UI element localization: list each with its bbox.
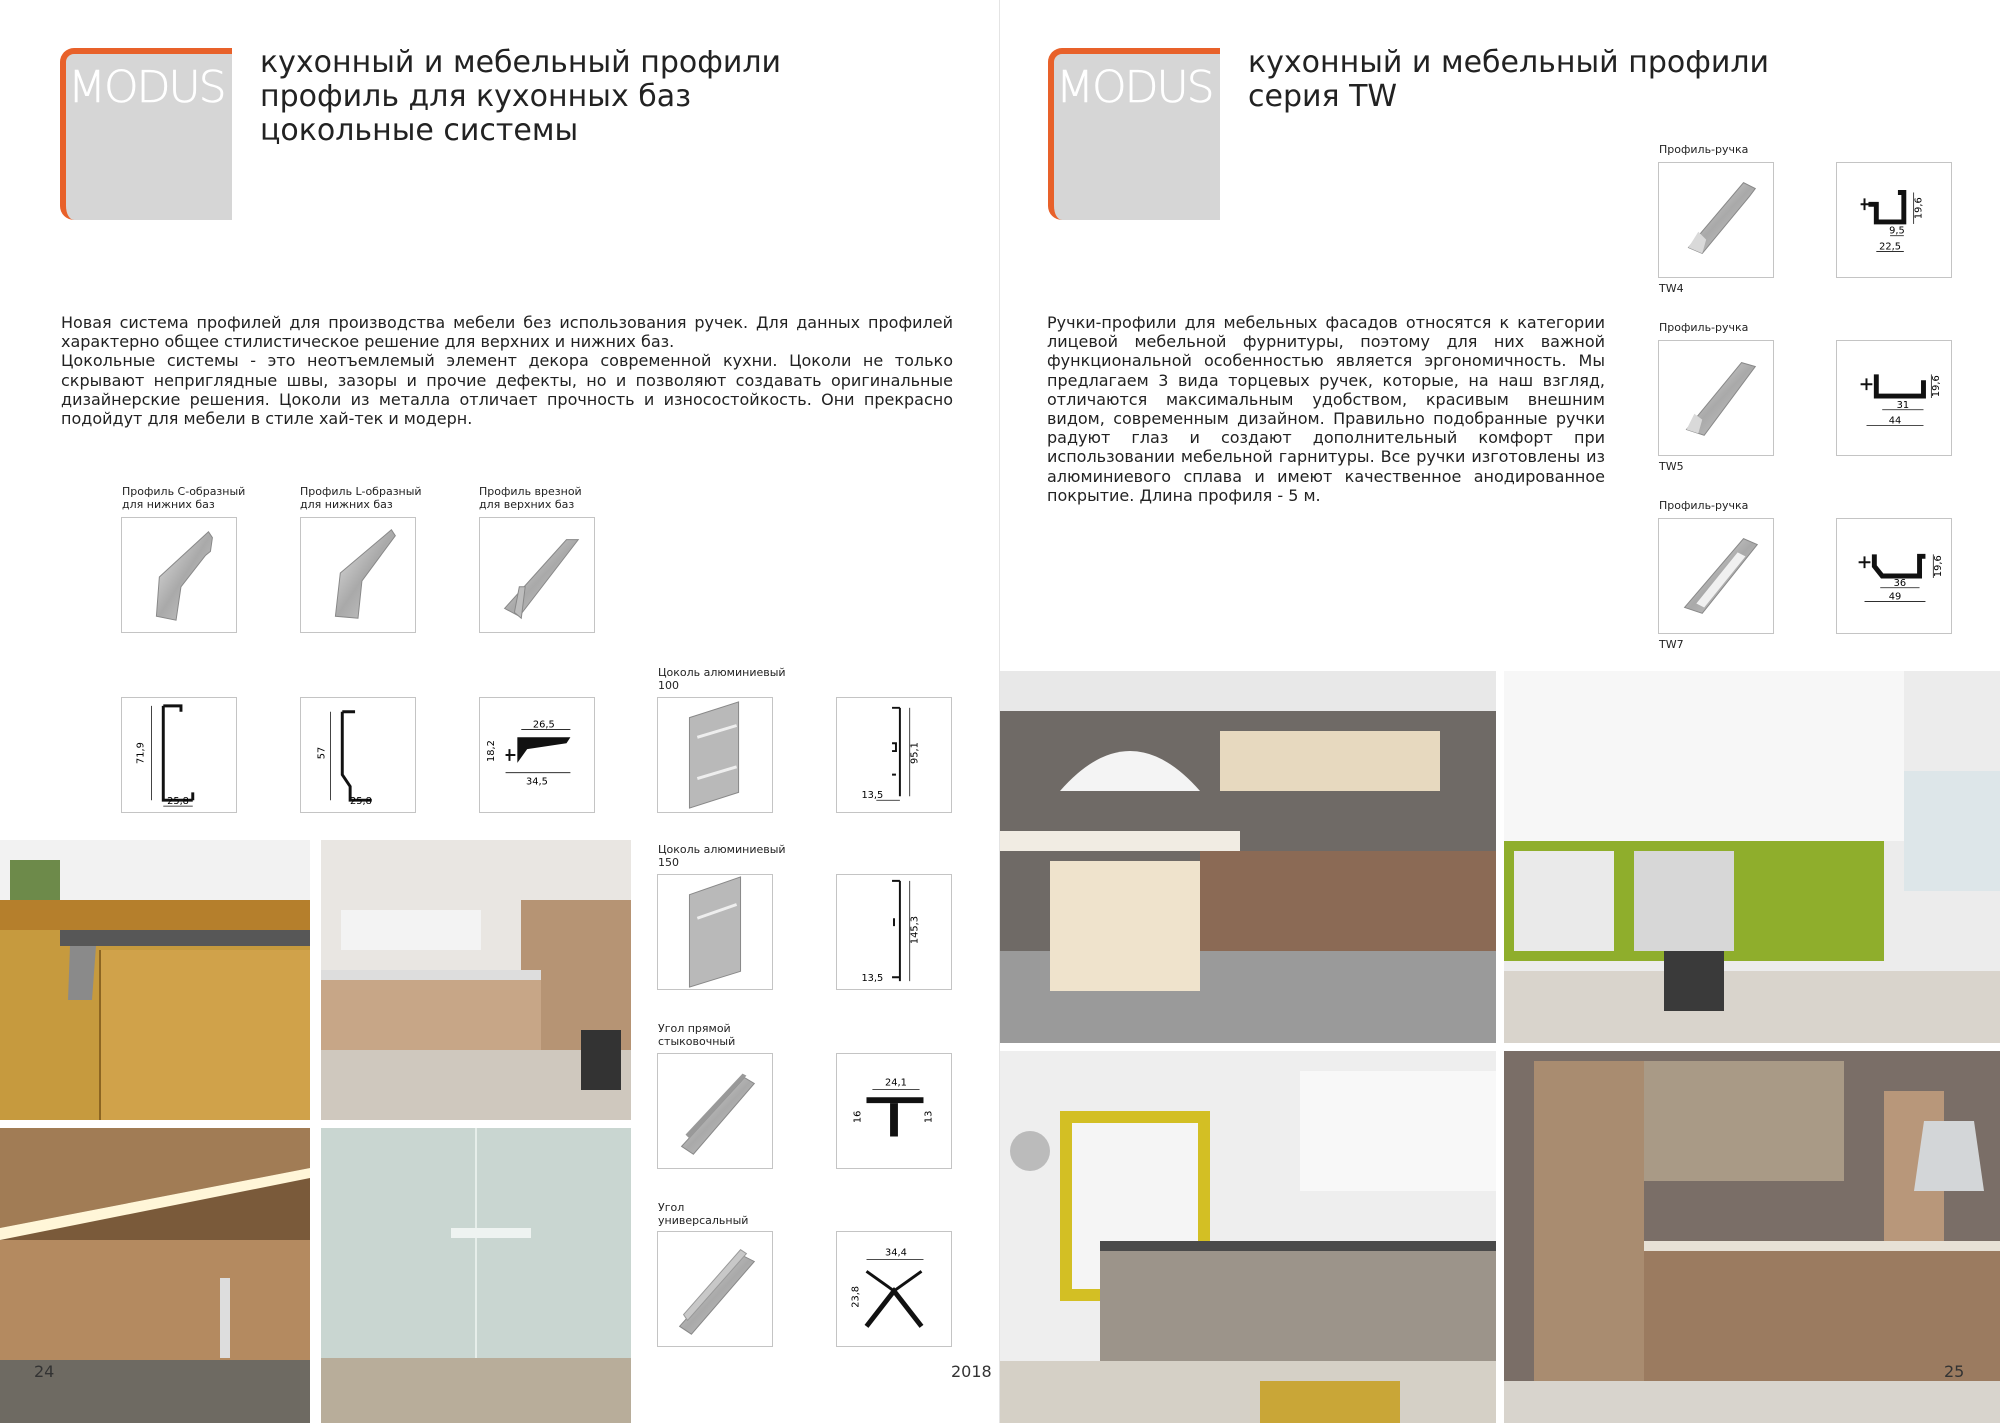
right-intro-text: [1047, 313, 1605, 505]
handle-tw7-code: TW7: [1659, 638, 1684, 651]
profile-label-l: Профиль L-образный для нижних баз: [300, 485, 422, 511]
kitchen-photo-wood-modern: [321, 840, 631, 1120]
plinth-100-drawing: [836, 697, 952, 813]
left-intro-text: [61, 313, 953, 428]
handle-tw4-drawing: [1836, 162, 1952, 278]
dimension-label: 57: [316, 746, 328, 760]
logo-text: MODUS: [68, 62, 225, 113]
title-line: профиль для кухонных баз: [260, 79, 692, 114]
profile-label-inset: Профиль врезной для верхних баз: [479, 485, 582, 511]
dimension-label: 44: [1888, 415, 1902, 427]
dimension-label: 34,4: [885, 1247, 907, 1259]
kitchen-photo-wood-handle: [0, 840, 310, 1120]
plinth-150-label: Цоколь алюминиевый 150: [658, 843, 786, 869]
profile-c-drawing: [121, 697, 237, 813]
right-page-title: [1248, 46, 1769, 114]
page-number-left: 24: [34, 1362, 55, 1381]
dimension-label: 23,8: [850, 1285, 862, 1308]
handle-tw7-drawing: [1836, 518, 1952, 634]
profile-l-render: [300, 517, 416, 633]
paragraph: Ручки-профили для мебельных фасадов относятся к категории лицевой мебельной фурнитуры, поэтому для них важной функциональной особенностью является эргономичность. Мы предлагаем 3 вида торцевых ручек, которые, на наш взгляд, отличаются максимальным удобством, красивым внешним видом, современным дизайном. Правильно подобранные ручки радуют глаз и создают дополнительный комфорт при использовании мебельной гарнитуры. Все ручки изготовлены из алюминиевого сплава и имеют качественное анодированное покрытие. Длина профиля - 5 м.: [1047, 313, 1605, 505]
dimension-label: 9,5: [1889, 225, 1905, 237]
dimension-label: 13: [923, 1110, 935, 1124]
modus-logo-left: [60, 48, 232, 220]
title-line: кухонный и мебельный профили: [260, 45, 782, 80]
left-page-title: [260, 46, 781, 148]
profile-label-c: Профиль С-образный для нижних баз: [122, 485, 246, 511]
dimension-label: 22,5: [1879, 241, 1901, 253]
corner-universal-label: Угол универсальный: [658, 1201, 749, 1227]
dimension-label: 95,1: [909, 742, 921, 764]
title-line: серия TW: [1248, 79, 1398, 114]
dimension-label: 19,6: [1931, 375, 1943, 398]
handle-tw7-label: Профиль-ручка: [1659, 499, 1749, 512]
dimension-label: 24,1: [885, 1077, 907, 1089]
handle-tw5-drawing: [1836, 340, 1952, 456]
profile-inset-render: [479, 517, 595, 633]
dimension-label: 16: [852, 1110, 864, 1124]
dimension-label: 13,5: [861, 790, 884, 802]
modus-logo-right: [1048, 48, 1220, 220]
paragraph: Новая система профилей для производства мебели без использования ручек. Для данных профилей характерно общее стилистическое решение для верхних и нижних баз.: [61, 313, 953, 352]
dimension-label: 25,8: [167, 796, 189, 808]
dimension-label: 13,5: [861, 973, 884, 985]
logo-text: MODUS: [1056, 62, 1213, 113]
handle-tw4-label: Профиль-ручка: [1659, 143, 1749, 156]
dimension-label: 26,5: [532, 719, 555, 731]
dimension-label: 25,8: [350, 796, 372, 808]
title-line: цокольные системы: [260, 113, 579, 148]
profile-c-render: [121, 517, 237, 633]
handle-tw5-render: [1658, 340, 1774, 456]
kitchen-photo-wood-gloss: [1504, 1051, 2000, 1423]
dimension-label: 71,9: [135, 742, 147, 764]
corner-straight-render: [657, 1053, 773, 1169]
corner-straight-drawing: [836, 1053, 952, 1169]
plinth-150-render: [657, 874, 773, 990]
dimension-label: 145,3: [909, 915, 921, 945]
footer-year: 2018: [951, 1362, 992, 1381]
corner-universal-render: [657, 1231, 773, 1347]
handle-tw5-label: Профиль-ручка: [1659, 321, 1749, 334]
dimension-label: 18,2: [485, 740, 497, 762]
title-line: кухонный и мебельный профили: [1248, 45, 1770, 80]
dimension-label: 19,6: [1913, 197, 1925, 220]
corner-universal-drawing: [836, 1231, 952, 1347]
plinth-100-render: [657, 697, 773, 813]
kitchen-photo-green-shelves: [1504, 671, 2000, 1043]
kitchen-photo-pendant-lamp: [1000, 671, 1496, 1043]
handle-tw4-render: [1658, 162, 1774, 278]
handle-tw4-code: TW4: [1659, 282, 1684, 295]
paragraph: Цокольные системы - это неотъемлемый элемент декора современной кухни. Цоколи не только скрывают неприглядные швы, зазоры и прочие дефекты, но и позволяют создавать оригинальные дизайнерские решения. Цоколи из металла отличает прочность и износостойкость. Они прекрасно подойдут для мебели в стиле хай-тек и модерн.: [61, 351, 953, 429]
handle-tw5-code: TW5: [1659, 460, 1684, 473]
dimension-label: 31: [1896, 399, 1910, 411]
profile-inset-drawing: [479, 697, 595, 813]
dimension-label: 36: [1893, 577, 1907, 589]
dimension-label: 49: [1888, 591, 1902, 603]
plinth-150-drawing: [836, 874, 952, 990]
handle-tw7-render: [1658, 518, 1774, 634]
profile-l-drawing: [300, 697, 416, 813]
dimension-label: 19,6: [1933, 555, 1945, 578]
plinth-100-label: Цоколь алюминиевый 100: [658, 666, 786, 692]
page-number-right: 25: [1944, 1362, 1965, 1381]
kitchen-photo-glass: [321, 1128, 631, 1423]
kitchen-photo-yellow-shelves: [1000, 1051, 1496, 1423]
corner-straight-label: Угол прямой стыковочный: [658, 1022, 736, 1048]
dimension-label: 34,5: [526, 776, 548, 788]
